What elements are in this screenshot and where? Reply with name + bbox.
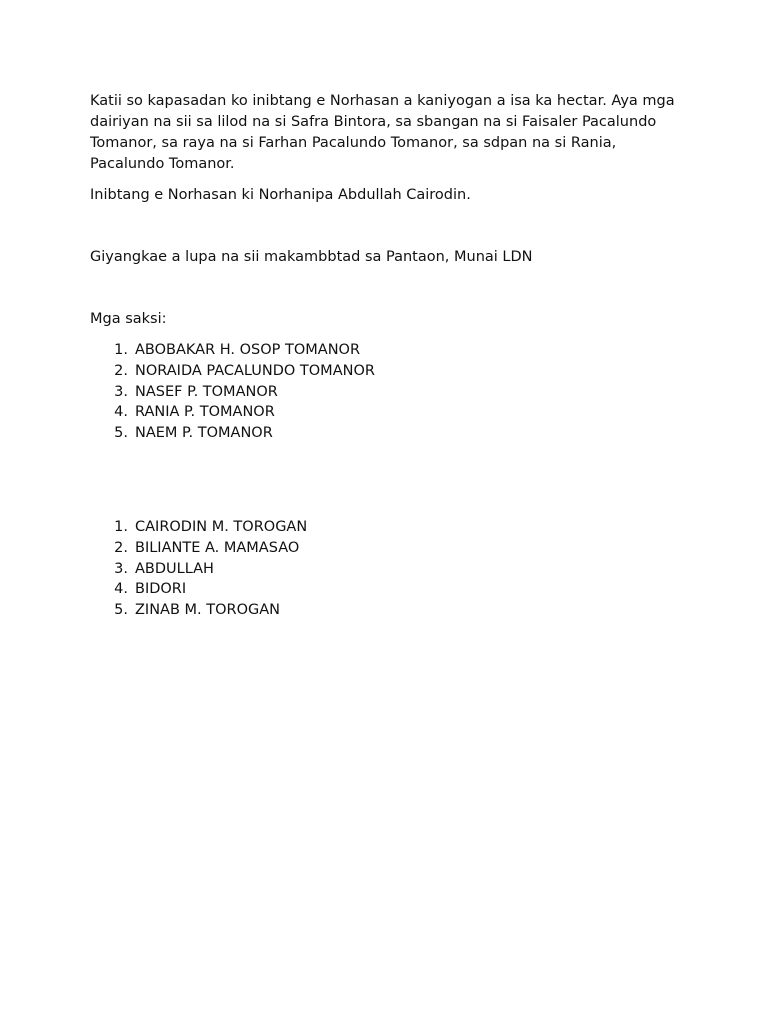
- list-item-number: 2.: [114, 539, 128, 556]
- witness-name: NORAIDA PACALUNDO TOMANOR: [135, 362, 375, 379]
- witnesses-heading: Mga saksi:: [90, 311, 167, 327]
- paragraph-land-description: Katii so kapasadan ko inibtang e Norhasan a kaniyogan a isa ka hectar. Aya mga dairiyan na sii sa lilod na si Safra Bintora, sa sbangan na si Faisaler Pacalundo Tomanor, sa raya na si Farhan Pacalundo Tomanor, sa sdpan na si Rania, Pacalundo Tomanor.: [90, 93, 675, 172]
- list-item: [90, 382, 680, 403]
- list-item: [90, 517, 680, 538]
- list-item-number: 1.: [114, 518, 128, 535]
- list-item: [90, 361, 680, 382]
- witness-name: BILIANTE A. MAMASAO: [135, 539, 300, 556]
- list-item-number: 5.: [114, 425, 128, 442]
- witness-list-1: [90, 340, 680, 444]
- list-item-number: 3.: [114, 383, 128, 400]
- witness-name: NAEM P. TOMANOR: [135, 425, 273, 442]
- list-item-number: 3.: [114, 560, 128, 577]
- list-item: [90, 402, 680, 423]
- witness-name: ZINAB M. TOROGAN: [135, 602, 281, 619]
- list-item: [90, 559, 680, 580]
- list-item: [90, 600, 680, 621]
- paragraph-location: Giyangkae a lupa na sii makambbtad sa Pantaon, Munai LDN: [90, 249, 533, 265]
- list-item-number: 4.: [114, 581, 128, 598]
- list-item-number: 1.: [114, 342, 128, 358]
- witness-list-2: [90, 517, 680, 621]
- list-item: [90, 538, 680, 559]
- list-item-number: 4.: [114, 404, 128, 421]
- list-item-number: 2.: [114, 362, 128, 379]
- witness-name: RANIA P. TOMANOR: [135, 404, 275, 421]
- list-item: [90, 340, 680, 361]
- witness-name: CAIRODIN M. TOROGAN: [135, 518, 308, 535]
- spacer: [90, 444, 680, 517]
- witness-name: ABDULLAH: [135, 560, 214, 577]
- paragraph-transfer: Inibtang e Norhasan ki Norhanipa Abdullah Cairodin.: [90, 187, 471, 203]
- list-item-number: 5.: [114, 602, 128, 619]
- document-page: [90, 91, 680, 621]
- witness-name: BIDORI: [135, 581, 187, 598]
- list-item: [90, 423, 680, 444]
- witness-name: NASEF P. TOMANOR: [135, 383, 278, 400]
- witness-name: ABOBAKAR H. OSOP TOMANOR: [135, 342, 361, 358]
- list-item: [90, 579, 680, 600]
